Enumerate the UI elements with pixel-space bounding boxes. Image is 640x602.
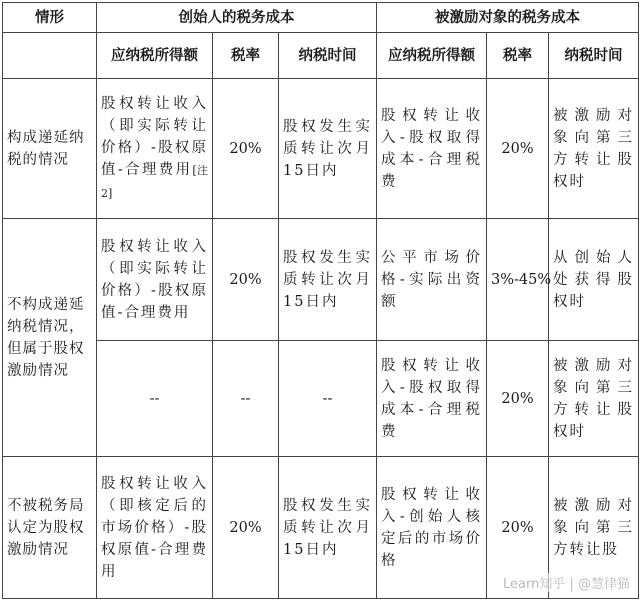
grantee-rate-cell: 20% [487,79,549,219]
table-row [3,341,639,457]
founder-rate-cell: 20% [213,457,279,599]
founder-time-cell: 股权发生实质转让次月15日内 [279,457,377,599]
header-situation: 情形 [3,3,97,33]
footnote-ref: [注2] [101,163,208,200]
founder-income-cell [97,79,213,219]
subheader-grantee-rate: 税率 [487,33,549,79]
grantee-income-cell: 股权转让收入-股权取得成本-合理税费 [377,341,487,457]
grantee-income-cell: 公平市场价格-实际出资额 [377,219,487,341]
grantee-time-cell: 被激励对象向第三方转让股 [549,457,639,599]
grantee-rate-cell: 20% [487,457,549,599]
situation-cell: 不构成递延纳税情况，但属于股权激励情况 [3,219,97,457]
situation-cell: 构成递延纳税的情况 [3,79,97,219]
founder-income-text: 股权转让收入（即实际转让价格）-股权原值-合理费用 [101,95,208,178]
table-row [3,219,639,341]
founder-income-cell: 股权转让收入（即实际转让价格）-股权原值-合理费用 [97,219,213,341]
grantee-time-cell: 从创始人处获得股权时 [549,219,639,341]
header-row [3,3,639,33]
subheader-grantee-income: 应纳税所得额 [377,33,487,79]
founder-rate-cell: 20% [213,79,279,219]
situation-cell: 不被税务局认定为股权激励情况 [3,457,97,599]
subheader-founder-income: 应纳税所得额 [97,33,213,79]
tax-cost-table [2,2,639,599]
grantee-rate-cell: 3%-45% [487,219,549,341]
founder-income-cell: 股权转让收入（即核定后的市场价格）-股权原值-合理费用 [97,457,213,599]
grantee-time-cell: 被激励对象向第三方转让股权时 [549,341,639,457]
subheader-founder-rate: 税率 [213,33,279,79]
founder-time-cell: 股权发生实质转让次月15日内 [279,79,377,219]
header-founder-cost: 创始人的税务成本 [97,3,377,33]
grantee-income-cell: 股权转让收入-股权取得成本-合理税费 [377,79,487,219]
subheader-row [3,33,639,79]
grantee-income-cell: 股权转让收入-创始人核定后的市场价格 [377,457,487,599]
watermark: Learn知乎 | @慧律猫 [501,573,632,592]
founder-rate-cell: -- [213,341,279,457]
founder-time-cell: 股权发生实质转让次月15日内 [279,219,377,341]
grantee-rate-cell: 20% [487,341,549,457]
founder-time-cell: -- [279,341,377,457]
table-row [3,79,639,219]
founder-rate-cell: 20% [213,219,279,341]
subheader-founder-time: 纳税时间 [279,33,377,79]
subheader-grantee-time: 纳税时间 [549,33,639,79]
header-grantee-cost: 被激励对象的税务成本 [377,3,639,33]
grantee-time-cell: 被激励对象向第三方转让股权时 [549,79,639,219]
founder-income-cell: -- [97,341,213,457]
